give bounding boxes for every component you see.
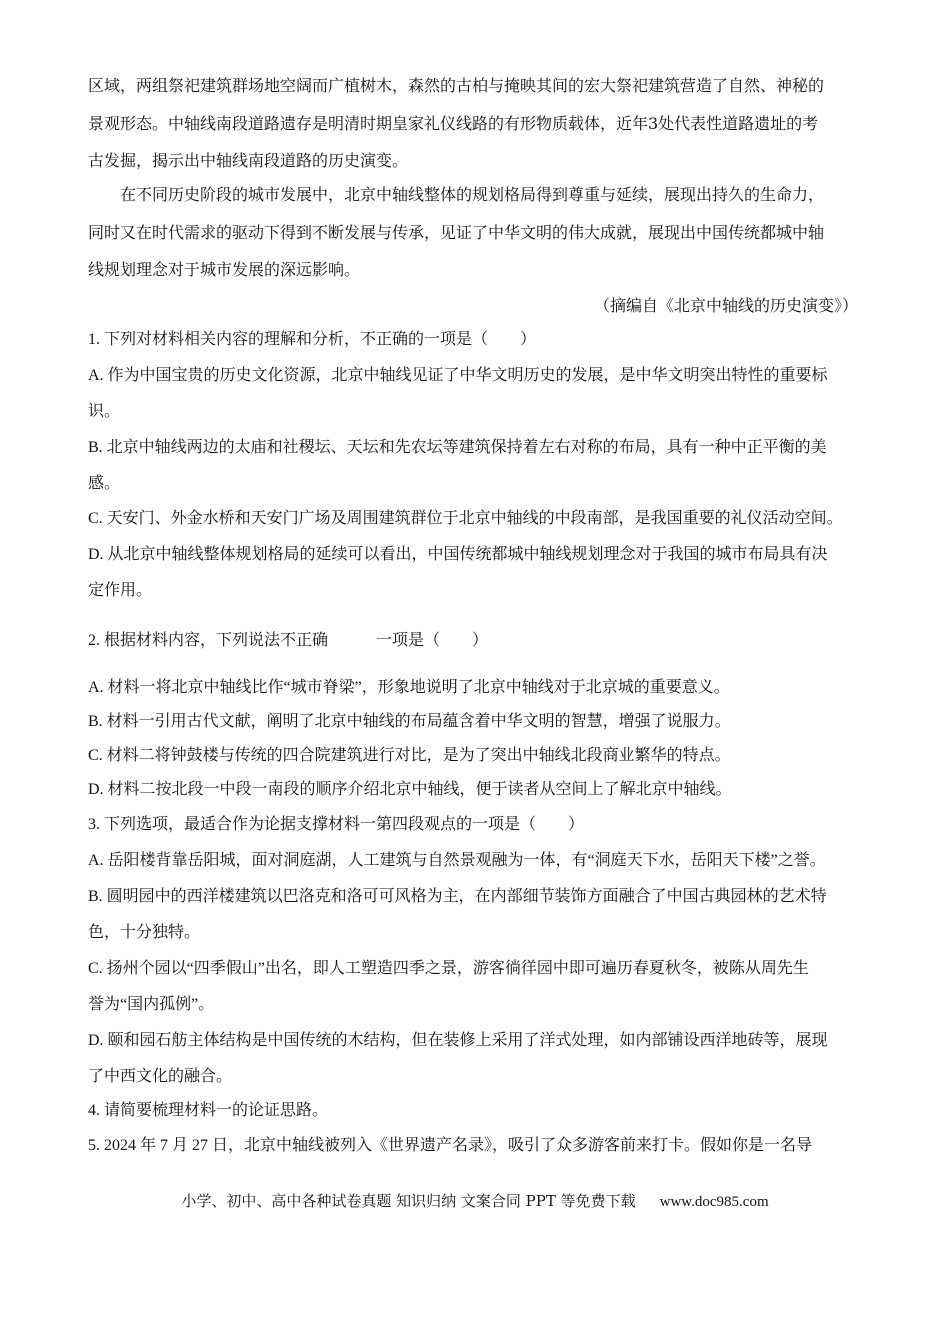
passage-line: 景观形态。中轴线南段道路遗存是明清时期皇家礼仪线路的有形物质载体，近年3处代表性道路遗址的考	[88, 114, 819, 133]
passage-line: 线规划理念对于城市发展的深远影响。	[88, 260, 361, 279]
passage-line: 古发掘，揭示出中轴线南段道路的历史演变。	[88, 151, 409, 170]
question-2-option-c: C. 材料二将钟鼓楼与传统的四合院建筑进行对比，是为了突出中轴线北段商业繁华的特点。	[88, 747, 731, 764]
question-3-option-a: A. 岳阳楼背靠岳阳城，面对洞庭湖，人工建筑与自然景观融为一体，有“洞庭天下水，岳阳天下楼”之誉。	[88, 852, 826, 869]
question-3-option-b: B. 圆明园中的西洋楼建筑以巴洛克和洛可可风格为主，在内部细节装饰方面融合了中国古典园林的艺术特	[88, 888, 827, 905]
question-3-option-c-cont: 誉为“国内孤例”。	[88, 996, 215, 1013]
question-1-option-b-cont: 感。	[88, 475, 121, 492]
question-1-option-a: A. 作为中国宝贵的历史文化资源，北京中轴线见证了中华文明历史的发展，是中华文明突出特性的重要标	[88, 367, 828, 384]
passage-line: 在不同历史阶段的城市发展中，北京中轴线整体的规划格局得到尊重与延续，展现出持久的生命力，	[120, 185, 825, 204]
question-5-stem: 5. 2024 年 7 月 27 日，北京中轴线被列入《世界遗产名录》，吸引了众多游客前来打卡。假如你是一名导	[88, 1137, 813, 1154]
question-3-option-c: C. 扬州个园以“四季假山”出名，即人工塑造四季之景，游客徜徉园中即可遍历春夏秋冬，被陈从周先生	[88, 960, 809, 977]
question-3-stem: 3. 下列选项，最适合作为论据支撑材料一第四段观点的一项是（ ）	[88, 816, 585, 833]
question-2-option-a: A. 材料一将北京中轴线比作“城市脊梁”，形象地说明了北京中轴线对于北京城的重要意义。	[88, 679, 730, 696]
question-1-option-a-cont: 识。	[88, 403, 121, 420]
question-2-option-b: B. 材料一引用古代文献，阐明了北京中轴线的布局蕴含着中华文明的智慧，增强了说服力。	[88, 713, 731, 730]
passage-source: （摘编自《北京中轴线的历史演变》）	[593, 296, 858, 315]
question-1-option-d-cont: 定作用。	[88, 582, 153, 599]
question-3-option-d-cont: 了中西文化的融合。	[88, 1068, 233, 1085]
question-1-stem: 1. 下列对材料相关内容的理解和分析，不正确的一项是（ ）	[88, 331, 537, 348]
footer-url[interactable]: www.doc985.com	[659, 1194, 769, 1210]
question-4-stem: 4. 请简要梳理材料一的论证思路。	[88, 1102, 329, 1119]
passage-line: 同时又在时代需求的驱动下得到不断发展与传承，见证了中华文明的伟大成就，展现出中国传统都城中轴	[88, 223, 825, 242]
question-2-option-d: D. 材料二按北段一中段一南段的顺序介绍北京中轴线，便于读者从空间上了解北京中轴线。	[88, 781, 732, 798]
question-3-option-d: D. 颐和园石舫主体结构是中国传统的木结构，但在装修上采用了洋式处理，如内部铺设西洋地砖等，展现	[88, 1032, 828, 1049]
page-footer	[0, 1190, 950, 1213]
footer-text: 小学、初中、高中各种试卷真题 知识归纳 文案合同 PPT 等免费下载	[181, 1192, 636, 1210]
question-1-option-b: B. 北京中轴线两边的太庙和社稷坛、天坛和先农坛等建筑保持着左右对称的布局，具有一种中正平衡的美	[88, 439, 827, 456]
question-1-option-c: C. 天安门、外金水桥和天安门广场及周围建筑群位于北京中轴线的中段南部，是我国重要的礼仪活动空间。	[88, 510, 843, 527]
question-1-option-d: D. 从北京中轴线整体规划格局的延续可以看出，中国传统都城中轴线规划理念对于我国的城市布局具有决	[88, 546, 828, 563]
question-3-option-b-cont: 色，十分独特。	[88, 924, 201, 941]
question-2-stem: 2. 根据材料内容，下列说法不正确 一项是（ ）	[88, 632, 489, 649]
passage-line: 区域，两组祭祀建筑群场地空阔而广植树木，森然的古柏与掩映其间的宏大祭祀建筑营造了自然、神秘的	[88, 76, 825, 95]
